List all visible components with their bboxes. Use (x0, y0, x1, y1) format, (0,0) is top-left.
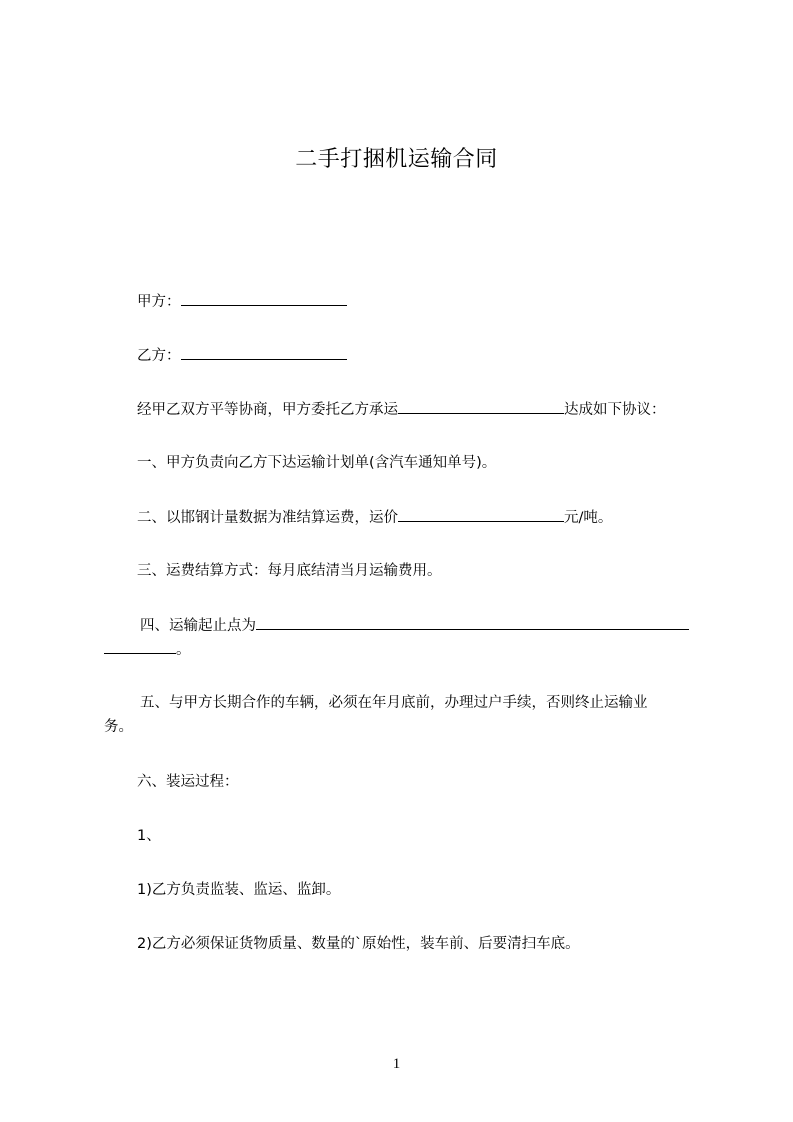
sub-item-1-text: 1)乙方负责监装、监运、监卸。 (137, 882, 341, 898)
item-1-text: 1、 (137, 828, 161, 844)
clause-5-line-2 (104, 716, 133, 738)
clause-4-text: 四、运输起止点为 (140, 618, 256, 634)
clause-1 (137, 452, 496, 474)
clause-5-line-1 (140, 692, 648, 714)
intro-text-before: 经甲乙双方平等协商，甲方委托乙方承运 (137, 402, 398, 418)
clause-5-text-2: 务。 (104, 719, 133, 735)
sub-item-1 (137, 879, 340, 901)
intro-paragraph (137, 398, 666, 421)
clause-4-line-1 (140, 614, 689, 637)
clause-2 (137, 506, 612, 529)
route-blank-1 (256, 614, 689, 630)
clause-3-text: 三、运费结算方式：每月底结清当月运输费用。 (137, 563, 442, 579)
clause-6-text: 六、装运过程： (137, 774, 239, 790)
price-blank (398, 506, 564, 522)
clause-6 (137, 771, 239, 793)
sub-item-2-text: 2)乙方必须保证货物质量、数量的`原始性，装车前、后要清扫车底。 (137, 936, 580, 952)
clause-2-text-before: 二、以邯钢计量数据为准结算运费，运价 (137, 510, 398, 526)
intro-text-after: 达成如下协议： (564, 402, 666, 418)
document-title: 二手打捆机运输合同 (295, 147, 498, 172)
clause-4-line-2 (104, 638, 191, 661)
clause-1-text: 一、甲方负责向乙方下达运输计划单(含汽车通知单号)。 (137, 455, 497, 471)
item-1 (137, 825, 161, 847)
page-number: 1 (392, 1056, 401, 1072)
clause-5-text-1: 五、与甲方长期合作的车辆，必须在年月底前，办理过户手续，否则终止运输业 (140, 695, 648, 711)
party-a-label: 甲方： (137, 294, 181, 310)
party-a-blank (181, 290, 347, 306)
clause-2-text-after: 元/吨。 (564, 510, 613, 526)
sub-item-2 (137, 933, 580, 955)
party-b-line (137, 344, 347, 367)
party-a-line (137, 290, 347, 313)
party-b-label: 乙方： (137, 348, 181, 364)
route-blank-2 (104, 638, 176, 654)
clause-4-end: 。 (176, 642, 191, 658)
clause-3 (137, 560, 442, 582)
party-b-blank (181, 344, 347, 360)
cargo-blank (398, 398, 564, 414)
